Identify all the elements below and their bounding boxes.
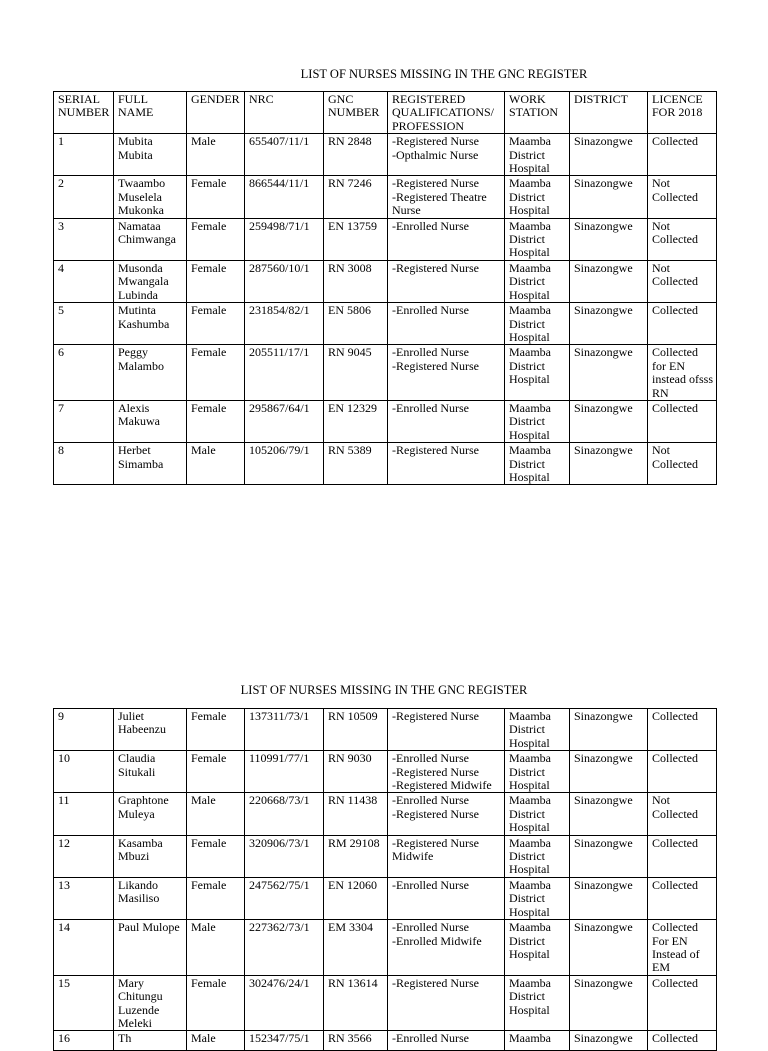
qualification-cell: -Registered Nurse Midwife [388,835,505,877]
district-cell: Sinazongwe [570,835,648,877]
licence-cell: Not Collected [648,260,717,302]
nrc-cell: 287560/10/1 [245,260,324,302]
licence-cell: Not Collected [648,793,717,835]
column-header: GENDER [187,92,245,134]
serial-number-cell: 12 [54,835,114,877]
table-row [54,793,717,835]
nrc-cell: 247562/75/1 [245,877,324,919]
nrc-cell: 302476/24/1 [245,975,324,1031]
full-name-cell: Mubita Mubita [114,134,187,176]
work-station-cell: Maamba District Hospital [505,793,570,835]
table-row [54,303,717,345]
qualification-cell: -Enrolled Nurse -Enrolled Midwife [388,920,505,976]
qualification-cell: -Enrolled Nurse [388,218,505,260]
nrc-cell: 152347/75/1 [245,1031,324,1051]
column-header: NRC [245,92,324,134]
gnc-number-cell: RN 3566 [324,1031,388,1051]
district-cell: Sinazongwe [570,443,648,485]
gnc-number-cell: EN 13759 [324,218,388,260]
qualification-cell: -Enrolled Nurse [388,877,505,919]
district-cell: Sinazongwe [570,345,648,401]
district-cell: Sinazongwe [570,975,648,1031]
column-header: WORK STATION [505,92,570,134]
gnc-number-cell: RN 3008 [324,260,388,302]
nrc-cell: 866544/11/1 [245,176,324,218]
full-name-cell: Peggy Malambo [114,345,187,401]
serial-number-cell: 4 [54,260,114,302]
table-row [54,260,717,302]
gnc-number-cell: RN 5389 [324,443,388,485]
licence-cell: Collected [648,835,717,877]
column-header: SERIAL NUMBER [54,92,114,134]
gender-cell: Female [187,260,245,302]
gender-cell: Female [187,176,245,218]
nrc-cell: 231854/82/1 [245,303,324,345]
qualification-cell: -Registered Nurse [388,443,505,485]
gender-cell: Female [187,877,245,919]
table-row [54,877,717,919]
qualification-cell: -Registered Nurse [388,709,505,751]
licence-cell: Collected [648,134,717,176]
district-cell: Sinazongwe [570,793,648,835]
table-row [54,176,717,218]
table-row [54,920,717,976]
gender-cell: Female [187,303,245,345]
serial-number-cell: 7 [54,400,114,442]
full-name-cell: Musonda Mwangala Lubinda [114,260,187,302]
table-row [54,134,717,176]
serial-number-cell: 8 [54,443,114,485]
full-name-cell: Namataa Chimwanga [114,218,187,260]
gnc-number-cell: EN 12329 [324,400,388,442]
district-cell: Sinazongwe [570,134,648,176]
licence-cell: Collected [648,303,717,345]
gender-cell: Male [187,1031,245,1051]
nrc-cell: 227362/73/1 [245,920,324,976]
gnc-number-cell: RN 7246 [324,176,388,218]
licence-cell: Collected for EN instead ofsss RN [648,345,717,401]
gender-cell: Female [187,218,245,260]
work-station-cell: Maamba District Hospital [505,709,570,751]
licence-cell: Not Collected [648,218,717,260]
serial-number-cell: 14 [54,920,114,976]
full-name-cell: Kasamba Mbuzi [114,835,187,877]
full-name-cell: Mary Chitungu Luzende Meleki [114,975,187,1031]
qualification-cell: -Registered Nurse -Opthalmic Nurse [388,134,505,176]
licence-cell: Collected [648,975,717,1031]
district-cell: Sinazongwe [570,920,648,976]
qualification-cell: -Enrolled Nurse -Registered Nurse [388,793,505,835]
qualification-cell: -Enrolled Nurse [388,400,505,442]
work-station-cell: Maamba District Hospital [505,877,570,919]
licence-cell: Collected [648,877,717,919]
work-station-cell: Maamba District Hospital [505,443,570,485]
district-cell: Sinazongwe [570,709,648,751]
work-station-cell: Maamba District Hospital [505,260,570,302]
nrc-cell: 110991/77/1 [245,751,324,793]
gnc-number-cell: EM 3304 [324,920,388,976]
serial-number-cell: 3 [54,218,114,260]
full-name-cell: Paul Mulope [114,920,187,976]
nrc-cell: 655407/11/1 [245,134,324,176]
full-name-cell: Juliet Habeenzu [114,709,187,751]
nrc-cell: 320906/73/1 [245,835,324,877]
work-station-cell: Maamba District Hospital [505,218,570,260]
gnc-number-cell: EN 12060 [324,877,388,919]
licence-cell: Collected For EN Instead of EM [648,920,717,976]
column-header: GNC NUMBER [324,92,388,134]
district-cell: Sinazongwe [570,1031,648,1051]
work-station-cell: Maamba District Hospital [505,303,570,345]
full-name-cell: Graphtone Muleya [114,793,187,835]
serial-number-cell: 6 [54,345,114,401]
work-station-cell: Maamba District Hospital [505,134,570,176]
licence-cell: Collected [648,709,717,751]
gender-cell: Male [187,443,245,485]
serial-number-cell: 2 [54,176,114,218]
gnc-number-cell: RN 13614 [324,975,388,1031]
gender-cell: Female [187,400,245,442]
work-station-cell: Maamba District Hospital [505,975,570,1031]
work-station-cell: Maamba [505,1031,570,1051]
gender-cell: Female [187,709,245,751]
page-title: LIST OF NURSES MISSING IN THE GNC REGISTER [300,67,588,81]
qualification-cell: -Enrolled Nurse [388,1031,505,1051]
district-cell: Sinazongwe [570,400,648,442]
gnc-number-cell: RN 9030 [324,751,388,793]
work-station-cell: Maamba District Hospital [505,345,570,401]
serial-number-cell: 10 [54,751,114,793]
gender-cell: Female [187,345,245,401]
gnc-number-cell: EN 5806 [324,303,388,345]
table-row [54,400,717,442]
qualification-cell: -Registered Nurse [388,260,505,302]
gnc-number-cell: RM 29108 [324,835,388,877]
nurses-table [53,708,717,1051]
serial-number-cell: 1 [54,134,114,176]
table-row [54,1031,717,1051]
work-station-cell: Maamba District Hospital [505,920,570,976]
district-cell: Sinazongwe [570,303,648,345]
column-header: DISTRICT [570,92,648,134]
licence-cell: Not Collected [648,443,717,485]
full-name-cell: Likando Masiliso [114,877,187,919]
serial-number-cell: 13 [54,877,114,919]
district-cell: Sinazongwe [570,218,648,260]
district-cell: Sinazongwe [570,260,648,302]
nrc-cell: 295867/64/1 [245,400,324,442]
table-row [54,345,717,401]
gender-cell: Female [187,975,245,1031]
district-cell: Sinazongwe [570,877,648,919]
serial-number-cell: 15 [54,975,114,1031]
nrc-cell: 105206/79/1 [245,443,324,485]
work-station-cell: Maamba District Hospital [505,835,570,877]
work-station-cell: Maamba District Hospital [505,400,570,442]
page-title: LIST OF NURSES MISSING IN THE GNC REGISTER [240,683,528,697]
district-cell: Sinazongwe [570,176,648,218]
gnc-number-cell: RN 2848 [324,134,388,176]
full-name-cell: Alexis Makuwa [114,400,187,442]
full-name-cell: Twaambo Muselela Mukonka [114,176,187,218]
full-name-cell: Mutinta Kashumba [114,303,187,345]
district-cell: Sinazongwe [570,751,648,793]
table-row [54,835,717,877]
licence-cell: Collected [648,1031,717,1051]
table-row [54,709,717,751]
full-name-cell: Th [114,1031,187,1051]
licence-cell: Not Collected [648,176,717,218]
gnc-number-cell: RN 10509 [324,709,388,751]
column-header: LICENCE FOR 2018 [648,92,717,134]
nurses-table [53,91,717,485]
serial-number-cell: 16 [54,1031,114,1051]
table-row [54,443,717,485]
gender-cell: Male [187,793,245,835]
licence-cell: Collected [648,400,717,442]
nrc-cell: 220668/73/1 [245,793,324,835]
gender-cell: Female [187,751,245,793]
work-station-cell: Maamba District Hospital [505,751,570,793]
nrc-cell: 259498/71/1 [245,218,324,260]
gnc-number-cell: RN 9045 [324,345,388,401]
work-station-cell: Maamba District Hospital [505,176,570,218]
gender-cell: Male [187,920,245,976]
qualification-cell: -Registered Nurse -Registered Theatre Nurse [388,176,505,218]
qualification-cell: -Registered Nurse [388,975,505,1031]
gnc-number-cell: RN 11438 [324,793,388,835]
qualification-cell: -Enrolled Nurse -Registered Nurse -Registered Midwife [388,751,505,793]
serial-number-cell: 5 [54,303,114,345]
gender-cell: Female [187,835,245,877]
licence-cell: Collected [648,751,717,793]
nrc-cell: 205511/17/1 [245,345,324,401]
column-header: REGISTERED QUALIFICATIONS/ PROFESSION [388,92,505,134]
full-name-cell: Claudia Situkali [114,751,187,793]
qualification-cell: -Enrolled Nurse [388,303,505,345]
table-row [54,975,717,1031]
qualification-cell: -Enrolled Nurse -Registered Nurse [388,345,505,401]
nrc-cell: 137311/73/1 [245,709,324,751]
serial-number-cell: 11 [54,793,114,835]
table-row [54,218,717,260]
table-header-row [54,92,717,134]
gender-cell: Male [187,134,245,176]
column-header: FULL NAME [114,92,187,134]
serial-number-cell: 9 [54,709,114,751]
table-row [54,751,717,793]
full-name-cell: Herbet Simamba [114,443,187,485]
